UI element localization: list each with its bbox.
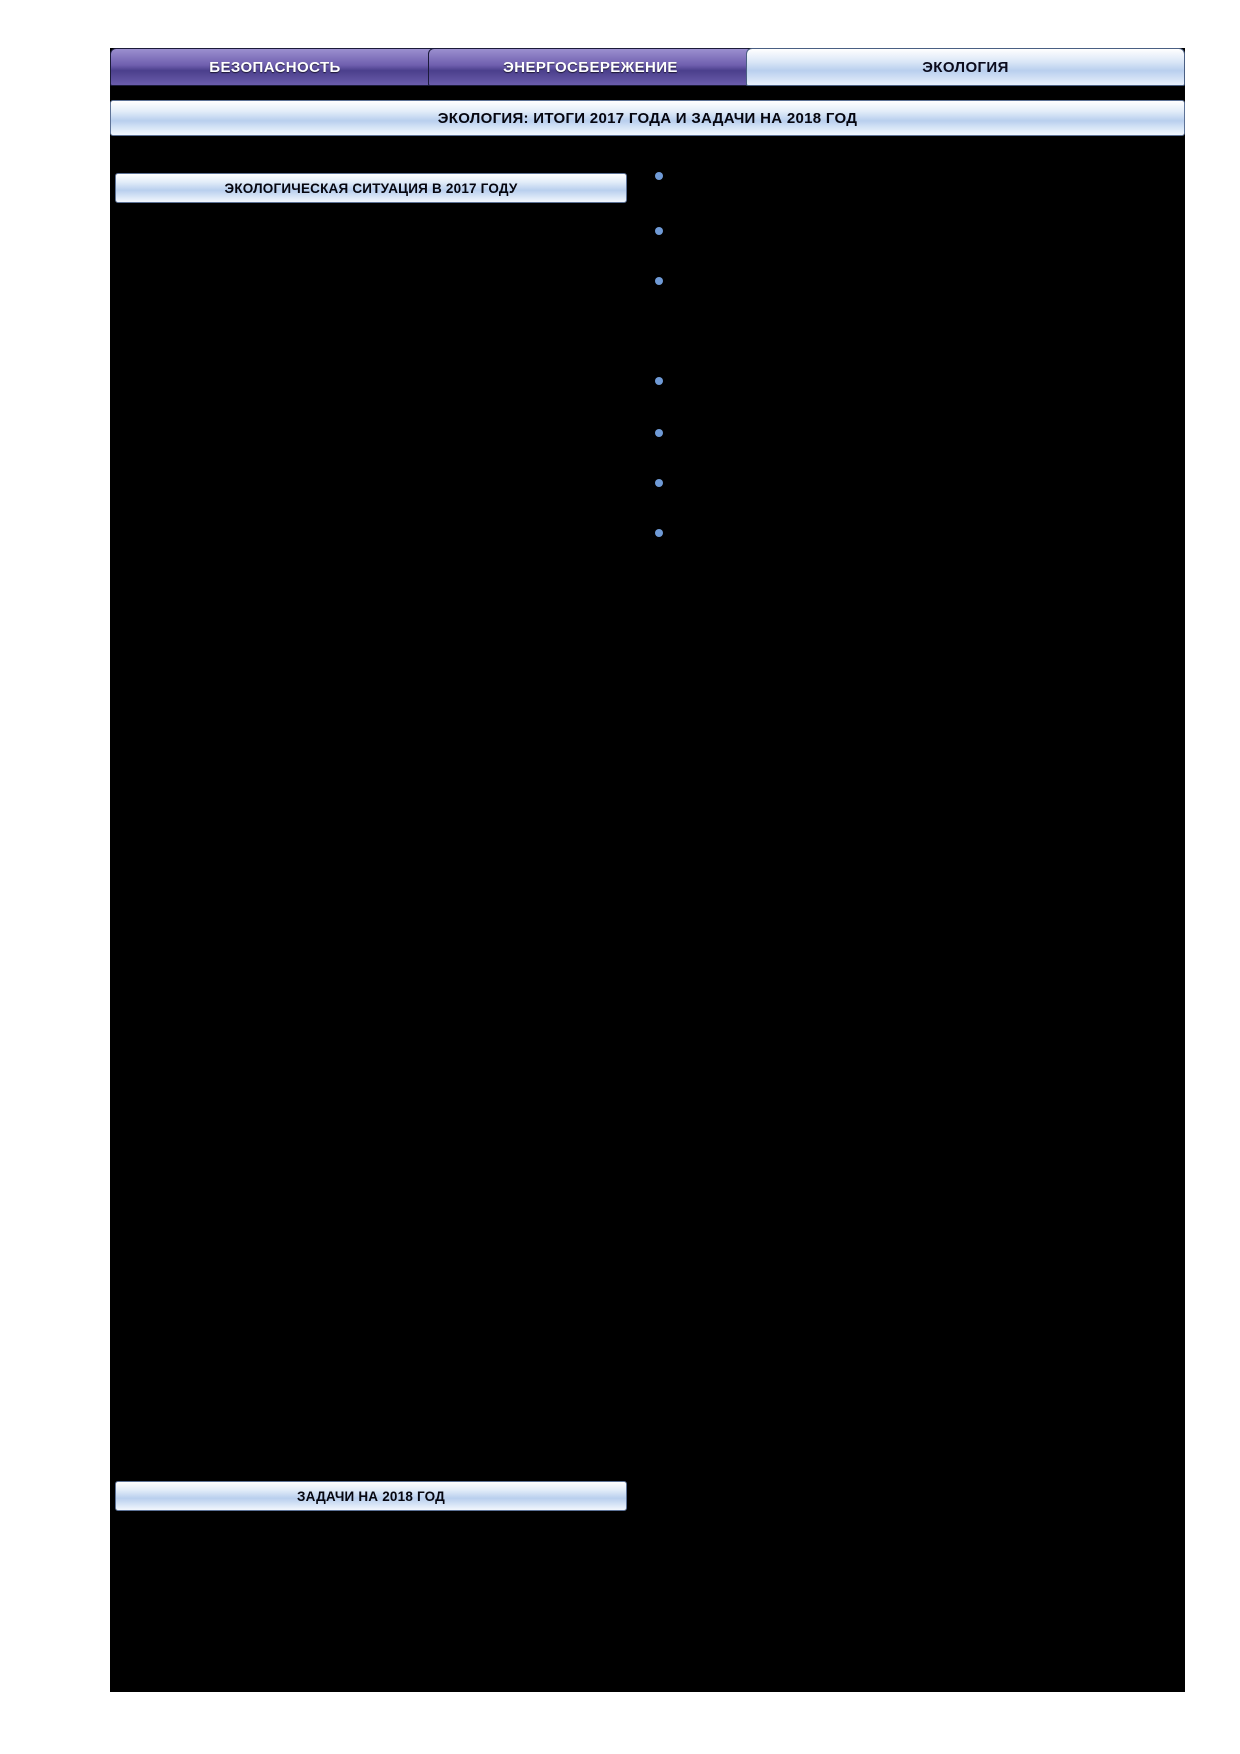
list-item [655, 168, 1175, 180]
list-item [655, 373, 1175, 385]
tab-energosberezhenie[interactable]: ЭНЕРГОСБЕРЕЖЕНИЕ [428, 48, 753, 86]
page-title: ЭКОЛОГИЯ: ИТОГИ 2017 ГОДА И ЗАДАЧИ НА 2018 ГОД [110, 100, 1185, 136]
tab-bezopasnost[interactable]: БЕЗОПАСНОСТЬ [110, 48, 440, 86]
bullet-dot-icon [655, 277, 663, 285]
list-item [655, 223, 1175, 235]
tab-ekologiya[interactable]: ЭКОЛОГИЯ [746, 48, 1185, 86]
bullet-dot-icon [655, 227, 663, 235]
bullet-dot-icon [655, 377, 663, 385]
bullet-dot-icon [655, 429, 663, 437]
list-item [655, 273, 1175, 285]
bullet-dot-icon [655, 479, 663, 487]
bullet-dot-icon [655, 529, 663, 537]
bullet-dot-icon [655, 172, 663, 180]
list-item [655, 525, 1175, 537]
list-item [655, 425, 1175, 437]
slide-content-area [110, 48, 1185, 1692]
tab-bar [110, 48, 1185, 88]
section-header-situation: ЭКОЛОГИЧЕСКАЯ СИТУАЦИЯ В 2017 ГОДУ [115, 173, 627, 203]
section-header-tasks: ЗАДАЧИ НА 2018 ГОД [115, 1481, 627, 1511]
list-item [655, 475, 1175, 487]
